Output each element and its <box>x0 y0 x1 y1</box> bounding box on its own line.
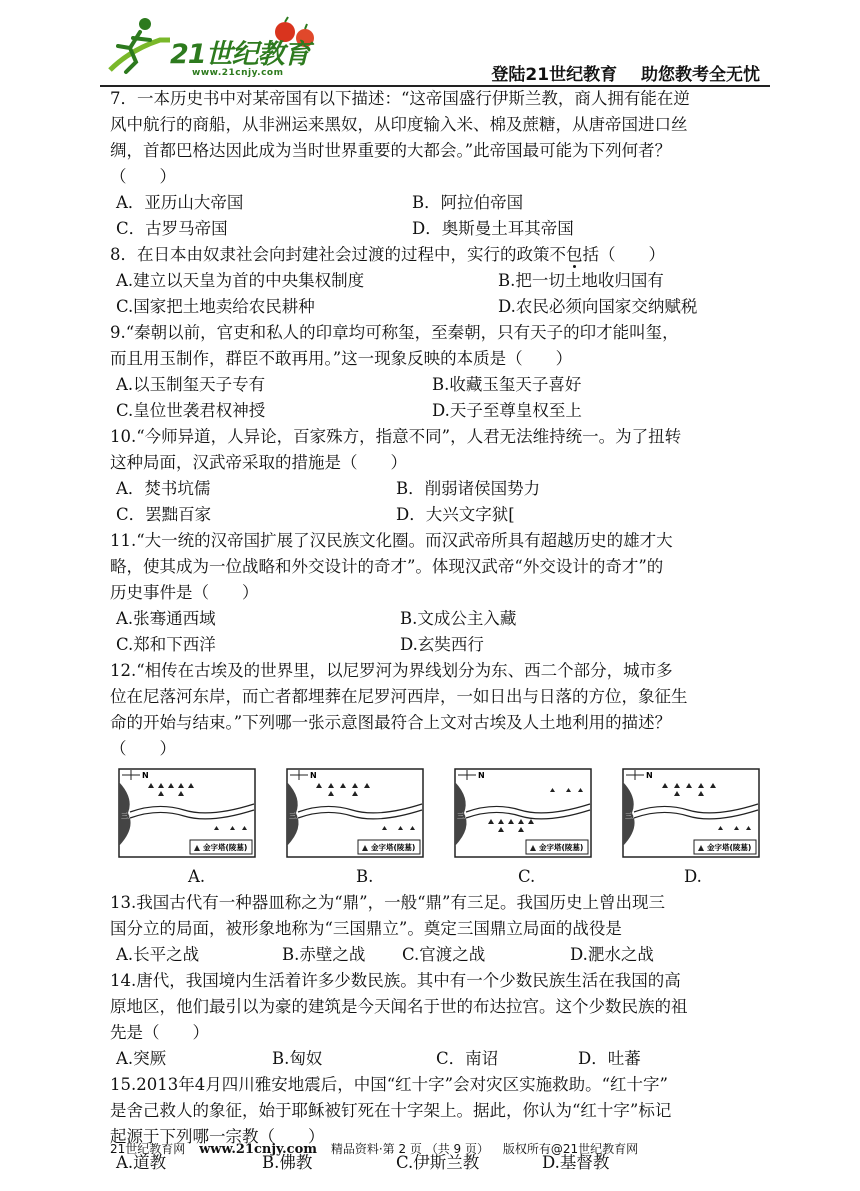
option-d[interactable]: D．大兴文字狱[ <box>396 505 515 524</box>
option-row <box>110 606 760 632</box>
question-line: 11.“大一统的汉帝国扩展了汉民族文化圈。而汉武帝所具有超越历史的雄才大 <box>110 531 673 550</box>
nile-map <box>118 768 256 858</box>
option-a[interactable]: A.突厥 <box>116 1049 167 1068</box>
diagram-c[interactable] <box>454 768 592 858</box>
option-a[interactable]: A.以玉制玺天子专有 <box>116 375 266 394</box>
option-d[interactable]: D.淝水之战 <box>570 945 654 964</box>
question-line: 位在尼落河东岸，而亡者都埋葬在尼罗河西岸，一如日出与日落的方位，象征生 <box>110 687 688 706</box>
egypt-diagrams <box>110 768 760 864</box>
diagram-d[interactable] <box>622 768 760 858</box>
question-line: 而且用玉制作，群臣不敢再用。”这一现象反映的本质是（ ） <box>110 349 573 368</box>
compass-north: N <box>478 771 485 780</box>
question-line: 14.唐代，我国境内生活着许多少数民族。其中有一个少数民族生活在我国的高 <box>110 971 681 990</box>
question-14 <box>110 968 760 1072</box>
footer-site: 21世纪教育网 <box>110 1142 186 1156</box>
question-15 <box>110 1072 760 1176</box>
question-line <box>110 242 760 268</box>
option-a[interactable]: A．焚书坑儒 <box>116 479 211 498</box>
option-row <box>110 476 760 502</box>
header-slogan <box>491 60 760 85</box>
option-d[interactable]: D.基督教 <box>542 1153 610 1172</box>
question-line: 风中航行的商船，从非洲运来黑奴，从印度输入米、棉及蔗糖，从唐帝国进口丝 <box>110 115 688 134</box>
emphasis-text: 不包括 <box>549 245 599 264</box>
question-line: 命的开始与结束。”下列哪一张示意图最符合上文对古埃及人土地利用的描述？ <box>110 713 672 732</box>
page-header <box>100 10 770 84</box>
logo <box>100 10 330 84</box>
option-row <box>110 942 760 968</box>
diagram-b[interactable] <box>286 768 424 858</box>
question-line: 国分立的局面，被形象地称为“三国鼎立”。奠定三国鼎立局面的战役是 <box>110 919 622 938</box>
question-line: 15.2013年4月四川雅安地震后，中国“红十字”会对灾区实施救助。“红十字” <box>110 1075 668 1094</box>
question-line: 原地区，他们最引以为豪的建筑是今天闻名于世的布达拉宫。这个少数民族的祖 <box>110 997 688 1016</box>
option-c[interactable]: C．南诏 <box>436 1049 499 1068</box>
option-c[interactable]: C.国家把土地卖给农民耕种 <box>116 297 315 316</box>
option-b[interactable]: B.佛教 <box>262 1153 313 1172</box>
question-line: 历史事件是（ ） <box>110 583 259 602</box>
sea-label: 三角 <box>289 812 303 820</box>
nile-map <box>454 768 592 858</box>
slogan-left: 登陆21世纪教育 <box>491 65 618 85</box>
option-d[interactable]: D．奥斯曼土耳其帝国 <box>412 219 574 238</box>
option-row <box>110 632 760 658</box>
option-a[interactable]: A.道教 <box>116 1153 167 1172</box>
question-line: 是舍己救人的象征，始于耶稣被钉死在十字架上。据此，你认为“红十字”标记 <box>110 1101 672 1120</box>
question-line: 9.“秦朝以前，官吏和私人的印章均可称玺，至秦朝，只有天子的印才能叫玺， <box>110 323 679 342</box>
option-d[interactable]: D.玄奘西行 <box>400 635 484 654</box>
option-b[interactable]: B.把一切土地收归国有 <box>498 271 664 290</box>
question-list <box>110 86 760 1176</box>
option-d[interactable]: D．吐蕃 <box>578 1049 641 1068</box>
question-8 <box>110 242 760 320</box>
option-row <box>110 502 760 528</box>
page-footer <box>110 1140 760 1157</box>
option-d[interactable]: D.天子至尊皇权至上 <box>432 401 582 420</box>
question-line: （ ） <box>110 739 176 758</box>
logo-url: www.21cnjy.com <box>192 68 284 78</box>
option-row <box>110 372 760 398</box>
sea-label: 三角 <box>457 812 471 820</box>
option-row <box>110 1046 760 1072</box>
option-a[interactable]: A．亚历山大帝国 <box>116 193 244 212</box>
option-b[interactable]: B.文成公主入藏 <box>400 609 517 628</box>
compass-north: N <box>310 771 317 780</box>
diagram-label-a: A. <box>188 867 206 886</box>
footer-copyright: 版权所有@21世纪教育网 <box>502 1142 639 1156</box>
option-row <box>110 216 760 242</box>
option-b[interactable]: B．削弱诸侯国势力 <box>396 479 541 498</box>
compass-north: N <box>142 771 149 780</box>
question-line: 绸，首都巴格达因此成为当时世界重要的大都会。”此帝国最可能为下列何者？ <box>110 141 672 160</box>
question-line: 10.“今师异道，人异论，百家殊方，指意不同”，人君无法维持统一。为了扭转 <box>110 427 682 446</box>
question-line: 起源于下列哪一宗教（ ） <box>110 1127 325 1146</box>
question-line: 13.我国古代有一种器皿称之为“鼎”，一般“鼎”有三足。我国历史上曾出现三 <box>110 893 665 912</box>
option-b[interactable]: B．阿拉伯帝国 <box>412 193 524 212</box>
option-b[interactable]: B.收藏玉玺天子喜好 <box>432 375 582 394</box>
legend-label: 金字塔(陵墓) <box>707 843 752 852</box>
sea-label: 三角 <box>121 812 135 820</box>
footer-url[interactable]: www.21cnjy.com <box>199 1142 317 1157</box>
diagram-label-c: C. <box>518 867 536 886</box>
question-line: 12.“相传在古埃及的世界里，以尼罗河为界线划分为东、西二个部分，城市多 <box>110 661 673 680</box>
question-line: 7．一本历史书中对某帝国有以下描述：“这帝国盛行伊斯兰教，商人拥有能在逆 <box>110 89 690 108</box>
question-9 <box>110 320 760 424</box>
diagram-label-b: B. <box>356 867 374 886</box>
compass-north: N <box>646 771 653 780</box>
logo-text: 21世纪教育 <box>170 39 310 70</box>
sea-label: 三角 <box>625 812 639 820</box>
diagram-label-d: D. <box>684 867 702 886</box>
footer-page-info: 精品资料·第 2 页 （共 9 页） <box>330 1142 489 1156</box>
option-c[interactable]: C.官渡之战 <box>402 945 486 964</box>
option-b[interactable]: B.赤壁之战 <box>282 945 366 964</box>
option-c[interactable]: C．罢黜百家 <box>116 505 212 524</box>
question-line: 先是（ ） <box>110 1023 209 1042</box>
option-c[interactable]: C．古罗马帝国 <box>116 219 228 238</box>
question-10 <box>110 424 760 528</box>
question-12 <box>110 658 760 762</box>
question-stem: 8．在日本由奴隶社会向封建社会过渡的过程中，实行的政策 <box>110 245 550 264</box>
legend-label: 金字塔(陵墓) <box>539 843 584 852</box>
option-a[interactable]: A.长平之战 <box>116 945 200 964</box>
option-c[interactable]: C.皇位世袭君权神授 <box>116 401 266 420</box>
diagram-a[interactable] <box>118 768 256 858</box>
answer-blank: （ ） <box>599 245 665 264</box>
question-7 <box>110 86 760 242</box>
question-line: 这种局面，汉武帝采取的措施是（ ） <box>110 453 407 472</box>
option-row <box>110 398 760 424</box>
legend-label: 金字塔(陵墓) <box>371 843 416 852</box>
diagram-labels <box>110 864 760 890</box>
legend-label: 金字塔(陵墓) <box>203 843 248 852</box>
question-11 <box>110 528 760 658</box>
option-c[interactable]: C.伊斯兰教 <box>396 1153 480 1172</box>
option-row <box>110 190 760 216</box>
nile-map <box>286 768 424 858</box>
option-d[interactable]: D.农民必须向国家交纳赋税 <box>498 297 698 316</box>
option-row <box>110 268 760 294</box>
nile-map <box>622 768 760 858</box>
option-row <box>110 294 760 320</box>
question-line: （ ） <box>110 167 176 186</box>
option-a[interactable]: A.建立以天皇为首的中央集权制度 <box>116 271 365 290</box>
slogan-right: 助您教考全无忧 <box>641 65 760 85</box>
option-c[interactable]: C.郑和下西洋 <box>116 635 216 654</box>
question-13 <box>110 890 760 968</box>
option-a[interactable]: A.张骞通西域 <box>116 609 216 628</box>
question-line: 略，使其成为一位战略和外交设计的奇才”。体现汉武帝“外交设计的奇才”的 <box>110 557 664 576</box>
option-b[interactable]: B.匈奴 <box>272 1049 323 1068</box>
